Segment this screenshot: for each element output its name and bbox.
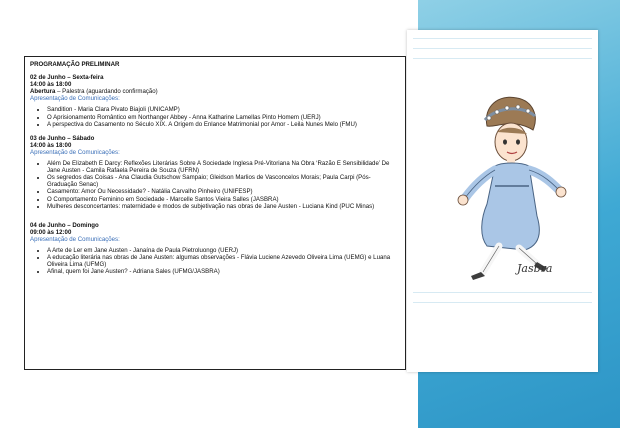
card-rule [413, 48, 592, 49]
program-document [24, 56, 406, 370]
day-time: 14:00 às 18:00 [30, 141, 72, 149]
card-rule [413, 302, 592, 303]
opening-label: Abertura [30, 88, 56, 96]
document-title: PROGRAMAÇÃO PRELIMINAR [30, 61, 120, 68]
list-item: • Os segredos das Coisas - Ana Claudia Gutschow Sampaio; Gleidson Marlios de Vasconcelos Morais; Paula Carpi (Pós-Graduação Senac) [47, 174, 400, 188]
list-item: • A Arte de Ler em Jane Austen - Janaína de Paula Pietroluongo (UERJ) [47, 247, 400, 254]
list-item: • Mulheres desconcertantes: maternidade e modos de subjetivação nas obras de Jane Austen - Luciana Kind (PUC Minas) [47, 203, 400, 210]
day-date: 04 de Junho – Domingo [30, 221, 99, 229]
opening-line [30, 88, 400, 95]
presentations-subheading: Apresentação de Comunicações: [30, 95, 120, 103]
list-item: • Afinal, quem foi Jane Austen? - Adriana Sales (UFMG/JASBRA) [47, 268, 400, 275]
day-time: 14:00 às 18:00 [30, 81, 72, 89]
day-time: 09:00 às 12:00 [30, 228, 72, 236]
illustration-signature: Jasbra [517, 262, 553, 275]
card-rule [413, 38, 592, 39]
day-block [30, 74, 400, 128]
list-item: • A perspectiva do Casamento no Século XIX. A Origem do Enlance Matrimonial por Amor - Leila Nunes Melo (FMU) [47, 121, 400, 128]
presentation-list [30, 106, 400, 127]
list-item: • O Comportamento Feminino em Sociedade - Marcelle Santos Vieira Salles (JASBRA) [47, 196, 400, 203]
card-rule [413, 58, 592, 59]
presentations-subheading: Apresentação de Comunicações: [30, 148, 120, 156]
day-date: 02 de Junho – Sexta-feira [30, 74, 104, 82]
list-item: • Sandition - Maria Clara Pivato Biajoli (UNICAMP) [47, 106, 400, 113]
opening-text: – Palestra (aguardando confirmação) [55, 88, 158, 96]
illustration-card [407, 30, 598, 372]
list-item: • A educação literária nas obras de Jane Austen: algumas observações - Flávia Luciene Azevedo Oliveira Lima (UEMG) e Luana Oliveira Lima (UFMG) [47, 254, 400, 268]
list-item: • O Aprisionamento Romântico em Northanger Abbey - Anna Katharine Lamellas Pinto Homem (UERJ) [47, 114, 400, 121]
list-item: • Além De Elizabeth E Darcy: Reflexões Literárias Sobre A Sociedade Inglesa Pré-Vitoriana Na Obra ‘Razão E Sensibilidade’ De Jane Austen - Camila Rafaela Pereira de Souza (UFRN) [47, 160, 400, 174]
presentation-list [30, 160, 400, 210]
list-item: • Casamento: Amor Ou Necessidade? - Natália Carvalho Pinheiro (UNIFESP) [47, 188, 400, 195]
day-block [30, 135, 400, 210]
day-date: 03 de Junho – Sábado [30, 134, 95, 142]
day-block [30, 222, 400, 276]
running-woman-illustration [425, 86, 585, 296]
presentations-subheading: Apresentação de Comunicações: [30, 235, 120, 243]
presentation-list [30, 247, 400, 275]
